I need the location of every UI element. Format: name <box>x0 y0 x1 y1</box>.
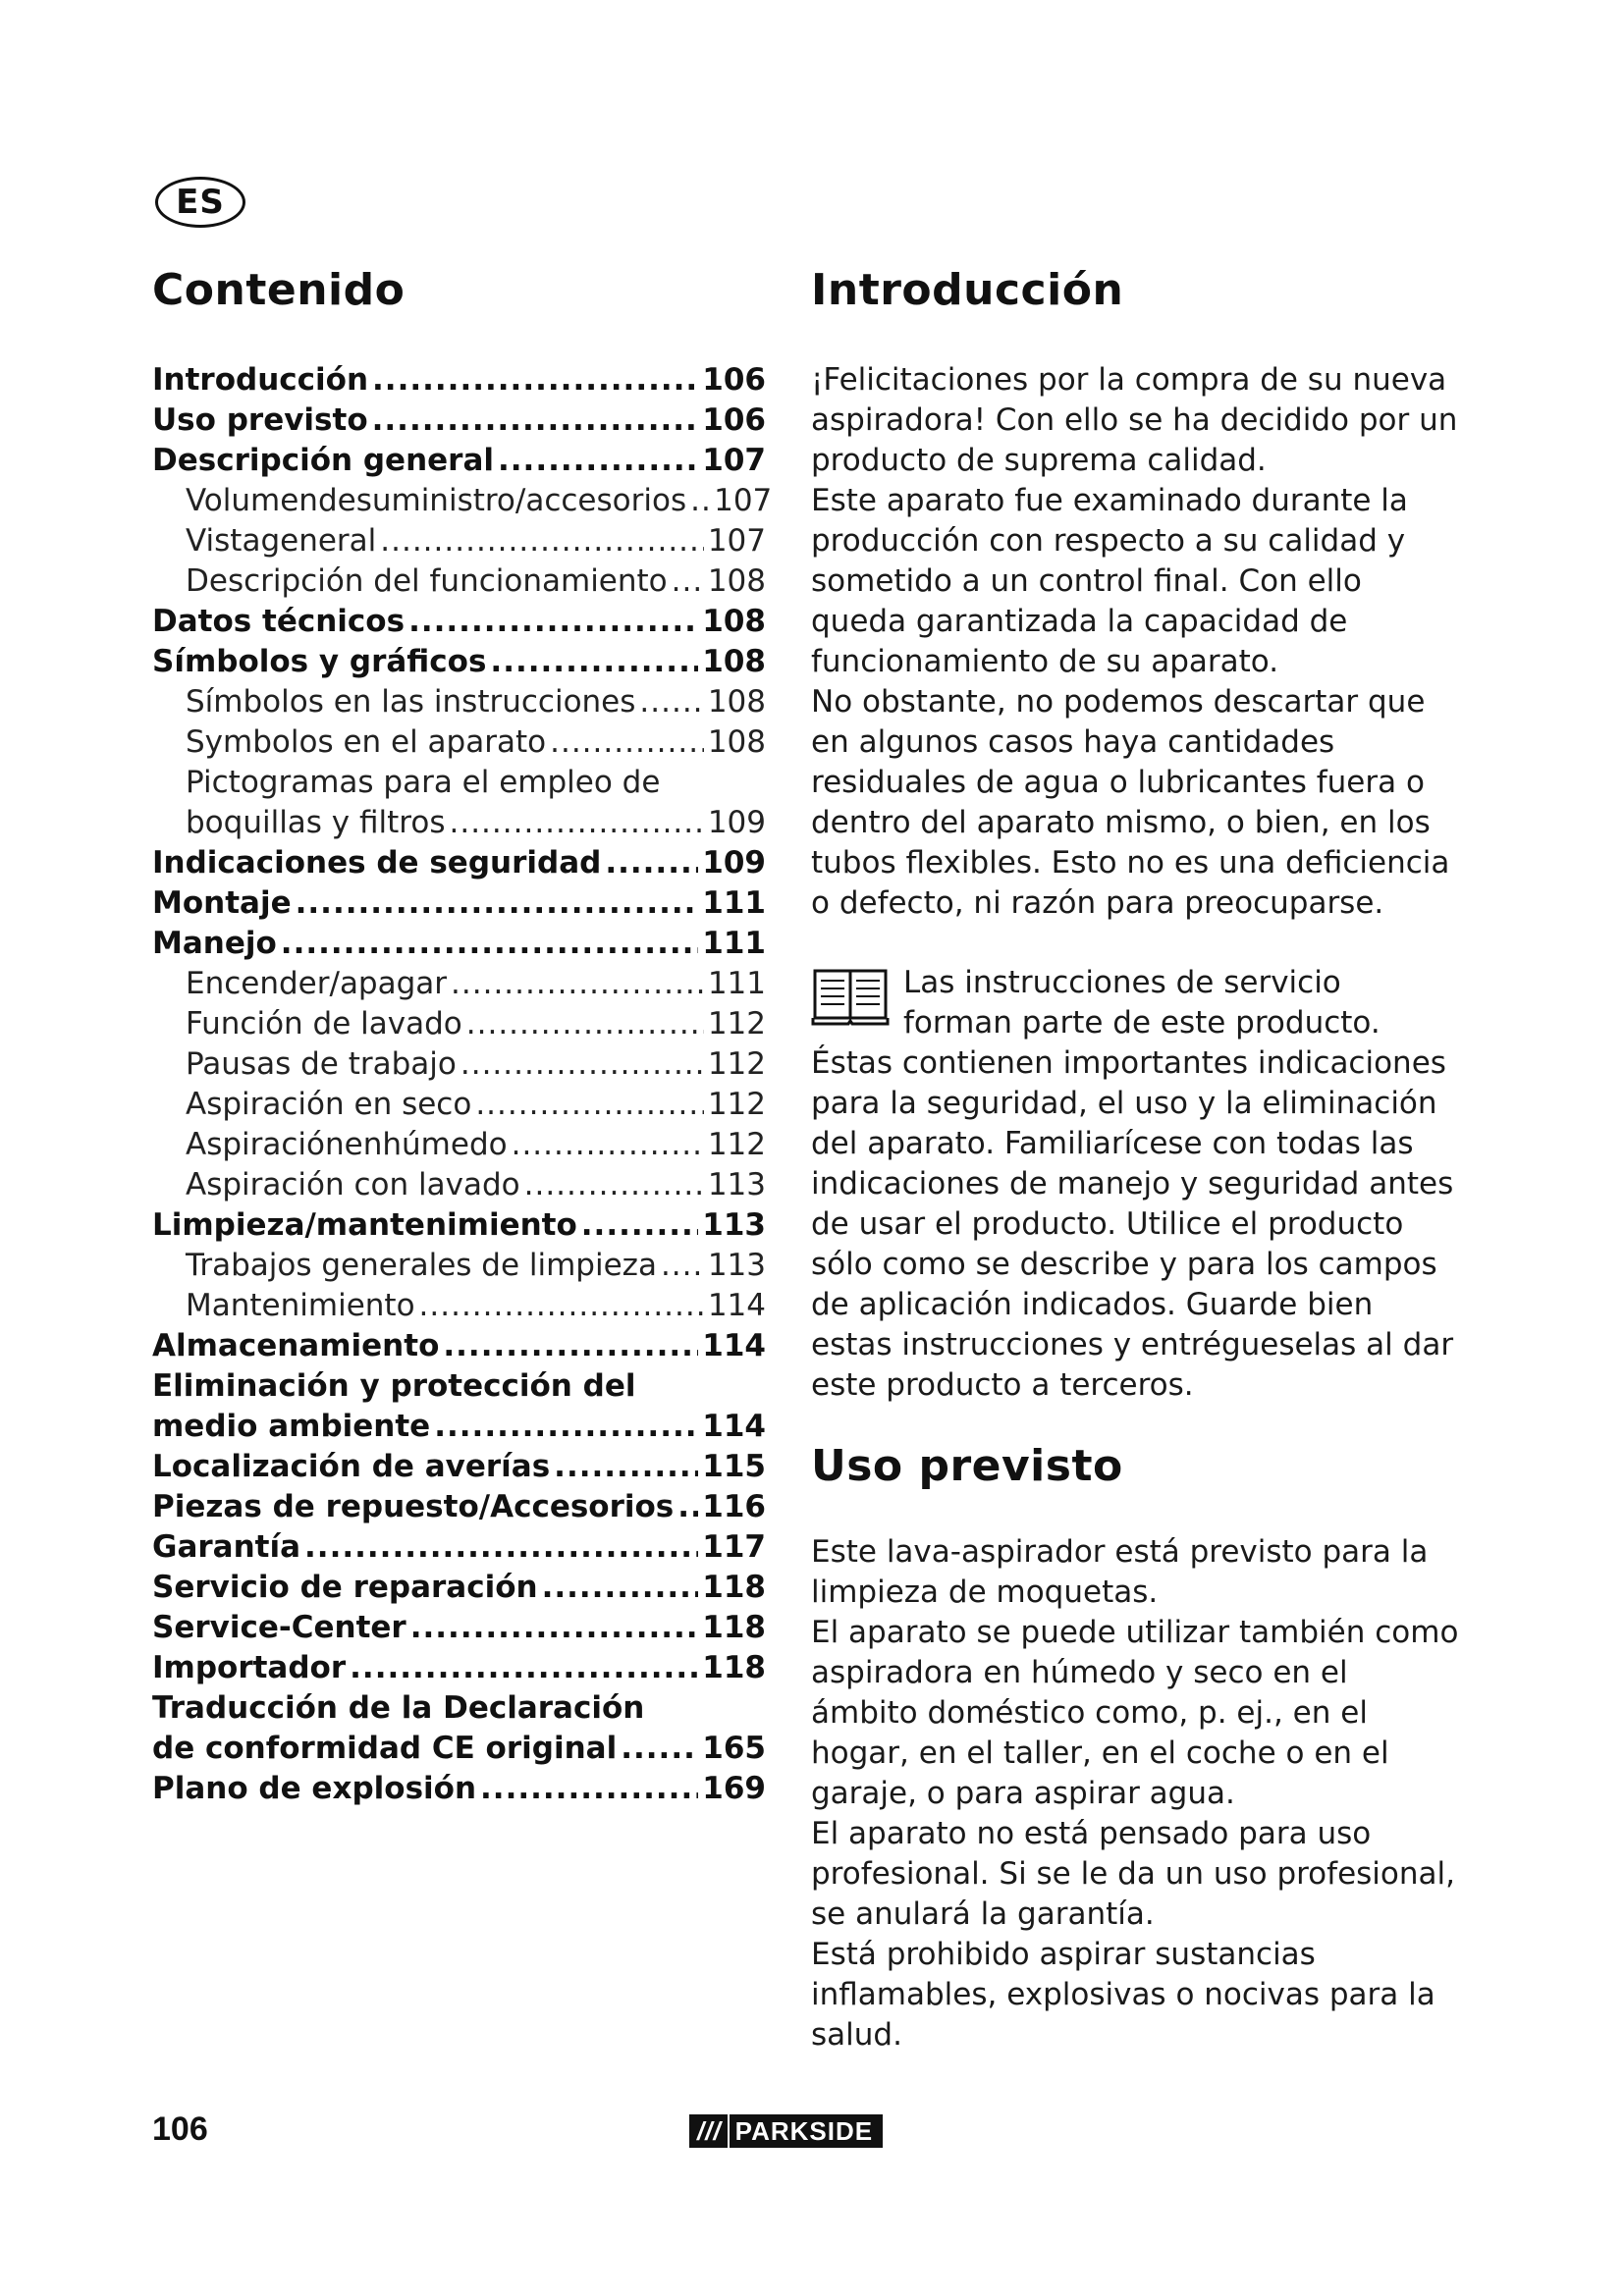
toc-entry[interactable]: Datos técnicos ..... 108 <box>152 602 766 642</box>
toc-subentry[interactable]: Mantenimiento ..... 114 <box>152 1286 766 1326</box>
page-number: 106 <box>152 2110 208 2148</box>
toc-entry[interactable]: Piezas de repuesto/Accesorios ..... 116 <box>152 1487 766 1527</box>
intro-title: Introducción <box>811 265 1124 315</box>
toc-entry[interactable]: Montaje ..... 111 <box>152 883 766 924</box>
uso-paragraph-4: Está prohibido aspirar sustancias inflamables, explosivas o nocivas para la salud. <box>811 1936 1435 2053</box>
toc-entry[interactable]: Uso previsto ..... 106 <box>152 400 766 441</box>
brand-slashes: /// <box>697 2115 722 2146</box>
toc-entry-first-line[interactable]: Traducción de la Declaración <box>152 1689 645 1726</box>
toc-list <box>152 360 773 1809</box>
toc-entry[interactable]: Plano de explosión ..... 169 <box>152 1769 766 1809</box>
uso-body <box>811 1532 1459 2056</box>
toc-subentry[interactable]: Descripción del funcionamiento ..... 108 <box>152 561 766 602</box>
brand-name: PARKSIDE <box>728 2114 883 2148</box>
toc-entry[interactable]: Símbolos y gráficos ..... 108 <box>152 642 766 682</box>
intro-paragraph-3: No obstante, no podemos descartar que en algunos casos haya cantidades residuales de agua o lubricantes fuera o dentro del aparato mismo, o bien, en los tubos flexibles. Esto no es una deficiencia o defecto, ni razón para preocuparse. <box>811 683 1450 921</box>
toc-title: Contenido <box>152 265 406 315</box>
toc-subentry[interactable]: Symbolos en el aparato ..... 108 <box>152 722 766 763</box>
language-badge: ES <box>155 177 245 228</box>
toc-subentry[interactable]: Volumendesuministro/accesorios ..... 107 <box>152 481 766 521</box>
toc-entry[interactable]: Indicaciones de seguridad ..... 109 <box>152 843 766 883</box>
toc-entry[interactable]: Servicio de reparación ..... 118 <box>152 1568 766 1608</box>
uso-paragraph-1: Este lava-aspirador está previsto para la limpieza de moquetas. <box>811 1533 1429 1610</box>
intro-paragraph-1: ¡Felicitaciones por la compra de su nueva aspiradora! Con ello se ha decidido por un producto de suprema calidad. <box>811 361 1458 478</box>
instructions-note <box>811 963 1459 1406</box>
toc-subentry[interactable]: Pausas de trabajo ..... 112 <box>152 1044 766 1085</box>
toc-entry[interactable]: Almacenamiento ..... 114 <box>152 1326 766 1366</box>
toc-entry[interactable]: Localización de averías ..... 115 <box>152 1447 766 1487</box>
toc-subentry[interactable]: boquillas y filtros ..... 109 <box>152 803 766 843</box>
toc-entry[interactable]: Descripción general ..... 107 <box>152 441 766 481</box>
toc-entry[interactable]: Manejo ..... 111 <box>152 924 766 964</box>
toc-subentry-first-line[interactable]: Pictogramas para el empleo de <box>186 764 661 800</box>
intro-paragraph-2: Este aparato fue examinado durante la producción con respecto a su calidad y sometido a un control final. Con ello queda garantizada la capacidad de funcionamiento de su aparato. <box>811 482 1408 679</box>
toc-entry[interactable]: medio ambiente ..... 114 <box>152 1407 766 1447</box>
toc-subentry[interactable]: Aspiraciónenhúmedo ..... 112 <box>152 1125 766 1165</box>
toc-subentry[interactable]: Símbolos en las instrucciones ..... 108 <box>152 682 766 722</box>
brand-logo <box>689 2114 883 2148</box>
toc-entry[interactable]: Limpieza/mantenimiento ..... 113 <box>152 1205 766 1246</box>
toc-entry-first-line[interactable]: Eliminación y protección del <box>152 1367 636 1404</box>
toc-entry[interactable]: Service-Center ..... 118 <box>152 1608 766 1648</box>
toc-subentry[interactable]: Aspiración con lavado ..... 113 <box>152 1165 766 1205</box>
toc-subentry[interactable]: Trabajos generales de limpieza ..... 113 <box>152 1246 766 1286</box>
toc-subentry[interactable]: Función de lavado ..... 112 <box>152 1004 766 1044</box>
uso-title: Uso previsto <box>811 1440 1123 1491</box>
toc-section <box>152 265 773 1809</box>
note-text: Las instrucciones de servicio forman parte de este producto. Éstas contienen importantes indicaciones para la seguridad, el uso y la eliminación del aparato. Familiarícese con todas las indicaciones de manejo y seguridad antes de usar el producto. Utilice el producto sólo como se describe y para los campos de aplicación indicados. Guarde bien estas instrucciones y entrégueselas al dar este producto a terceros. <box>811 964 1454 1403</box>
toc-subentry[interactable]: Vistageneral ..... 107 <box>152 521 766 561</box>
intro-body <box>811 360 1459 924</box>
toc-entry[interactable]: Introducción ..... 106 <box>152 360 766 400</box>
toc-entry[interactable]: Importador ..... 118 <box>152 1648 766 1688</box>
toc-entry[interactable]: de conformidad CE original ..... 165 <box>152 1729 766 1769</box>
content-section <box>811 265 1459 2056</box>
toc-subentry[interactable]: Encender/apagar ..... 111 <box>152 964 766 1004</box>
toc-subentry[interactable]: Aspiración en seco ..... 112 <box>152 1085 766 1125</box>
uso-paragraph-2: El aparato se puede utilizar también como aspiradora en húmedo y seco en el ámbito doméstico como, p. ej., en el hogar, en el taller, en el coche o en el garaje, o para aspirar agua. <box>811 1614 1459 1811</box>
toc-entry[interactable]: Garantía ..... 117 <box>152 1527 766 1568</box>
uso-paragraph-3: El aparato no está pensado para uso profesional. Si se le da un uso profesional, se anulará la garantía. <box>811 1815 1455 1932</box>
open-book-icon <box>811 967 890 1026</box>
